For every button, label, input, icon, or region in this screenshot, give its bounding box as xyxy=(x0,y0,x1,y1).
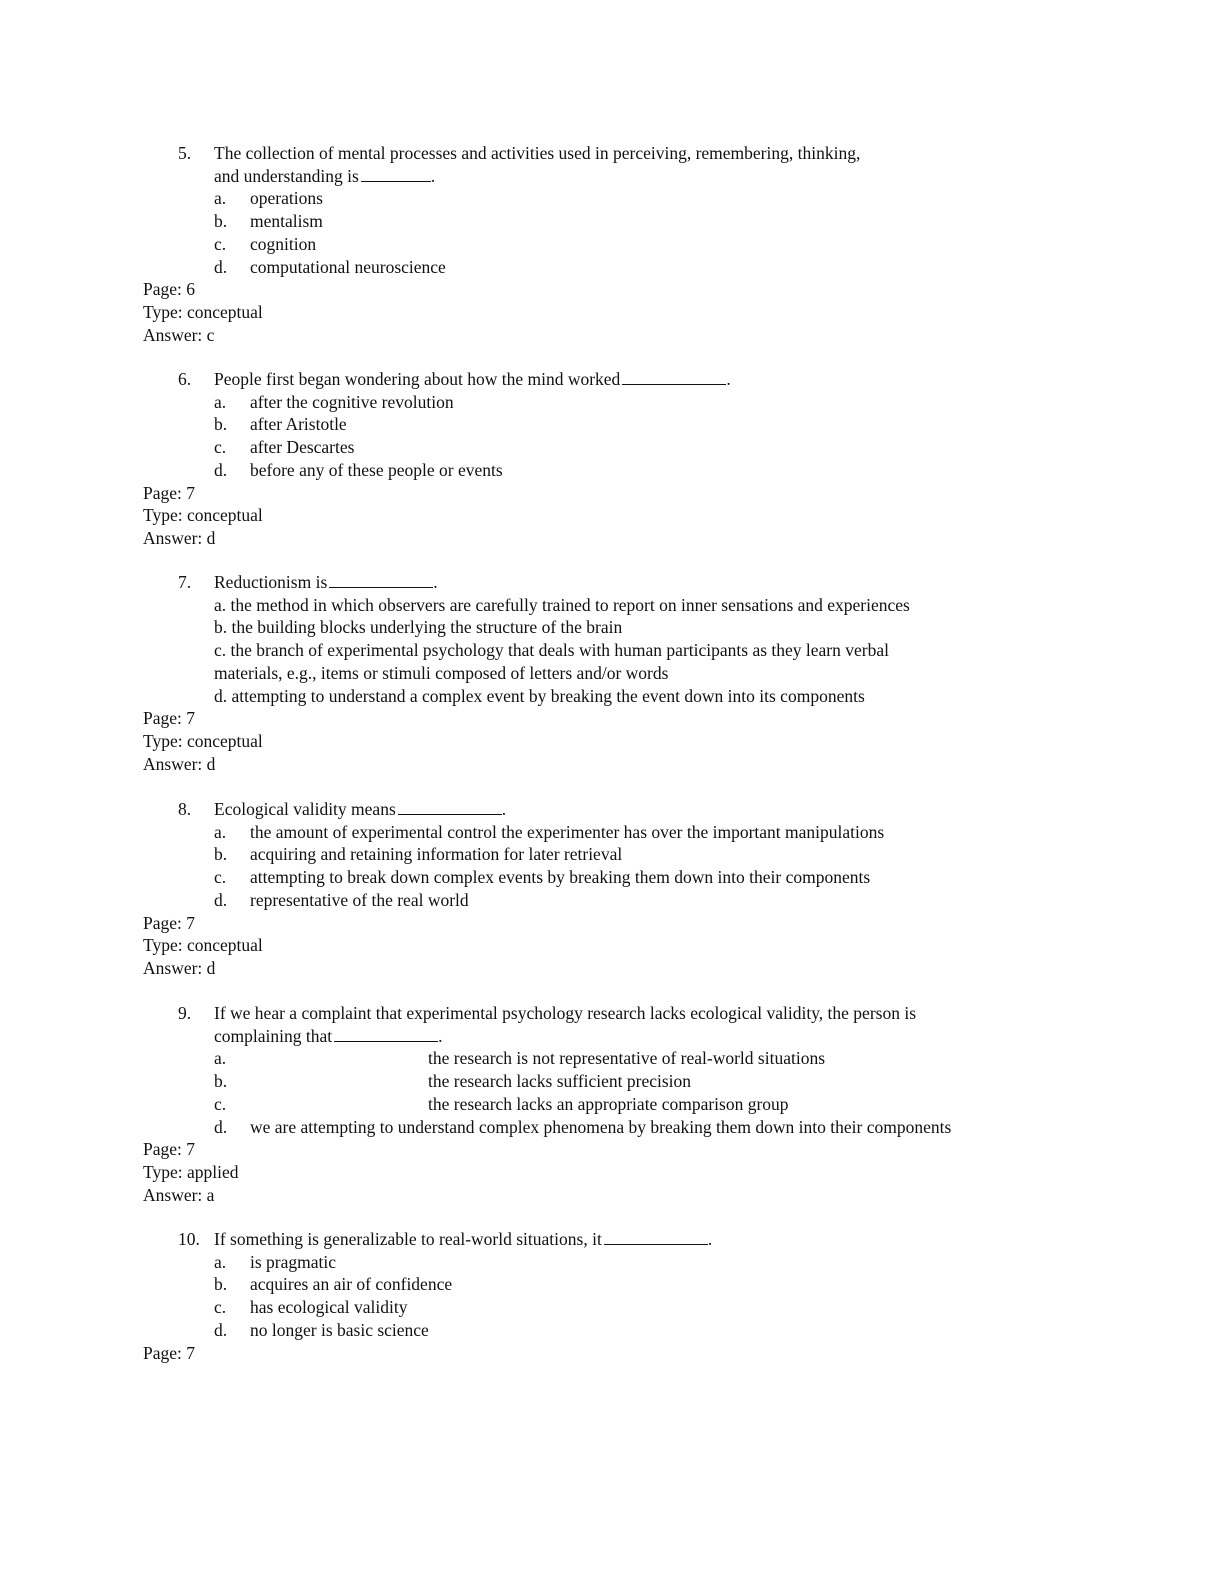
option-c xyxy=(0,233,1224,256)
period: . xyxy=(501,799,507,819)
option-text: after Aristotle xyxy=(250,414,347,435)
option-text: the research is not representative of real-world situations xyxy=(428,1048,826,1069)
question-stem xyxy=(0,571,1014,594)
option-a xyxy=(0,391,1224,414)
option-b: b. the building blocks underlying the structure of the brain xyxy=(214,617,623,638)
option-text: before any of these people or events xyxy=(250,459,503,480)
question-type: Type: conceptual xyxy=(143,935,263,956)
answer-key: Answer: d xyxy=(143,753,216,774)
answer-key: Answer: a xyxy=(143,1184,215,1205)
option-text: has ecological validity xyxy=(250,1297,408,1318)
option-text: we are attempting to understand complex phenomena by breaking them down into their components xyxy=(250,1116,952,1137)
option-text: acquiring and retaining information for later retrieval xyxy=(250,844,623,865)
period: . xyxy=(433,572,438,592)
option-letter: b. xyxy=(214,1071,228,1092)
option-letter: d. xyxy=(214,1319,228,1340)
option-d: d. attempting to understand a complex event by breaking the event down into its components xyxy=(214,685,865,706)
option-text: after Descartes xyxy=(250,437,355,458)
option-text: acquires an air of confidence xyxy=(250,1274,453,1295)
option-letter: b. xyxy=(214,844,228,865)
question-number: 5. xyxy=(178,143,192,163)
option-text: no longer is basic science xyxy=(250,1319,429,1340)
question-number: 10. xyxy=(178,1229,200,1249)
stem-text: Ecological validity means xyxy=(214,799,396,819)
page-ref: Page: 7 xyxy=(143,1139,196,1160)
option-d xyxy=(0,1116,1224,1139)
question-type: Type: applied xyxy=(143,1161,239,1182)
answer-blank xyxy=(334,1025,438,1042)
page-ref: Page: 7 xyxy=(143,912,196,933)
stem-text: If we hear a complaint that experimental psychology research lacks ecological validity, the person is xyxy=(214,1003,917,1023)
option-c xyxy=(0,436,1224,459)
answer-blank xyxy=(361,165,431,182)
option-letter: c. xyxy=(214,1093,227,1114)
option-text: the research lacks an appropriate comparison group xyxy=(428,1093,789,1114)
option-letter: c. xyxy=(214,867,227,888)
stem-text: and understanding is xyxy=(214,165,359,186)
option-a xyxy=(0,821,1224,844)
period: . xyxy=(726,369,731,389)
option-b xyxy=(0,210,1224,233)
option-c-continued: materials, e.g., items or stimuli composed of letters and/or words xyxy=(214,662,669,683)
question-number: 6. xyxy=(178,369,192,389)
option-letter: d. xyxy=(214,459,228,480)
period: . xyxy=(438,1025,443,1046)
page-ref: Page: 7 xyxy=(143,708,196,729)
option-letter: c. xyxy=(214,1297,227,1318)
page-ref: Page: 6 xyxy=(143,279,196,300)
option-d xyxy=(0,459,1224,482)
question-7 xyxy=(0,571,1224,775)
option-text: computational neuroscience xyxy=(250,256,446,277)
question-8 xyxy=(0,798,1224,980)
option-letter: b. xyxy=(214,211,228,232)
option-text: mentalism xyxy=(250,211,323,232)
question-number: 8. xyxy=(178,799,192,819)
option-letter: b. xyxy=(214,1274,228,1295)
option-text: the research lacks sufficient precision xyxy=(428,1071,692,1092)
option-letter: d. xyxy=(214,889,228,910)
option-text: the amount of experimental control the experimenter has over the important manipulations xyxy=(250,821,885,842)
option-d xyxy=(0,889,1224,912)
question-type: Type: conceptual xyxy=(143,301,263,322)
answer-key: Answer: d xyxy=(143,527,216,548)
question-stem xyxy=(0,142,1014,187)
stem-text: If something is generalizable to real-world situations, it xyxy=(214,1229,602,1249)
option-text: after the cognitive revolution xyxy=(250,391,454,412)
option-letter: d. xyxy=(214,1116,228,1137)
question-stem xyxy=(0,368,1014,391)
option-letter: a. xyxy=(214,391,227,412)
option-a: a. the method in which observers are carefully trained to report on inner sensations and experiences xyxy=(214,594,910,615)
option-text: cognition xyxy=(250,233,317,254)
page-ref: Page: 7 xyxy=(143,1342,196,1363)
answer-blank xyxy=(398,798,502,815)
question-number: 7. xyxy=(178,572,192,592)
option-text: representative of the real world xyxy=(250,889,469,910)
option-letter: d. xyxy=(214,256,228,277)
option-b xyxy=(0,1070,1224,1093)
question-10 xyxy=(0,1228,1224,1364)
option-c xyxy=(0,1296,1224,1319)
question-stem xyxy=(0,798,1014,821)
option-letter: a. xyxy=(214,188,227,209)
option-b xyxy=(0,843,1224,866)
question-type: Type: conceptual xyxy=(143,505,263,526)
option-letter: c. xyxy=(214,437,227,458)
answer-blank xyxy=(329,571,433,588)
option-a xyxy=(0,187,1224,210)
answer-blank xyxy=(604,1228,708,1245)
page-ref: Page: 7 xyxy=(143,482,196,503)
option-letter: a. xyxy=(214,1048,227,1069)
option-text: attempting to break down complex events by breaking them down into their components xyxy=(250,867,871,888)
answer-blank xyxy=(622,368,726,385)
question-number: 9. xyxy=(178,1003,192,1023)
option-a xyxy=(0,1251,1224,1274)
option-text: operations xyxy=(250,188,323,209)
period: . xyxy=(430,165,436,186)
option-b xyxy=(0,1273,1224,1296)
question-9 xyxy=(0,1002,1224,1206)
option-letter: a. xyxy=(214,821,227,842)
stem-text: The collection of mental processes and activities used in perceiving, remembering, thinking, xyxy=(214,143,861,163)
option-c: c. the branch of experimental psychology that deals with human participants as they learn verbal xyxy=(214,640,889,661)
option-text: is pragmatic xyxy=(250,1251,337,1272)
option-c xyxy=(0,866,1224,889)
option-letter: b. xyxy=(214,414,228,435)
question-stem xyxy=(0,1228,1014,1251)
option-letter: c. xyxy=(214,233,227,254)
option-b xyxy=(0,413,1224,436)
question-5 xyxy=(0,142,1224,346)
answer-key: Answer: d xyxy=(143,957,216,978)
option-d xyxy=(0,256,1224,279)
stem-text: Reductionism is xyxy=(214,572,328,592)
stem-text: complaining that xyxy=(214,1025,333,1046)
option-a xyxy=(0,1047,1224,1070)
stem-text: People first began wondering about how the mind worked xyxy=(214,369,621,389)
question-stem xyxy=(0,1002,1014,1047)
option-c xyxy=(0,1093,1224,1116)
option-d xyxy=(0,1319,1224,1342)
answer-key: Answer: c xyxy=(143,324,215,345)
option-letter: a. xyxy=(214,1251,227,1272)
question-type: Type: conceptual xyxy=(143,730,263,751)
question-6 xyxy=(0,368,1224,550)
period: . xyxy=(707,1229,713,1249)
